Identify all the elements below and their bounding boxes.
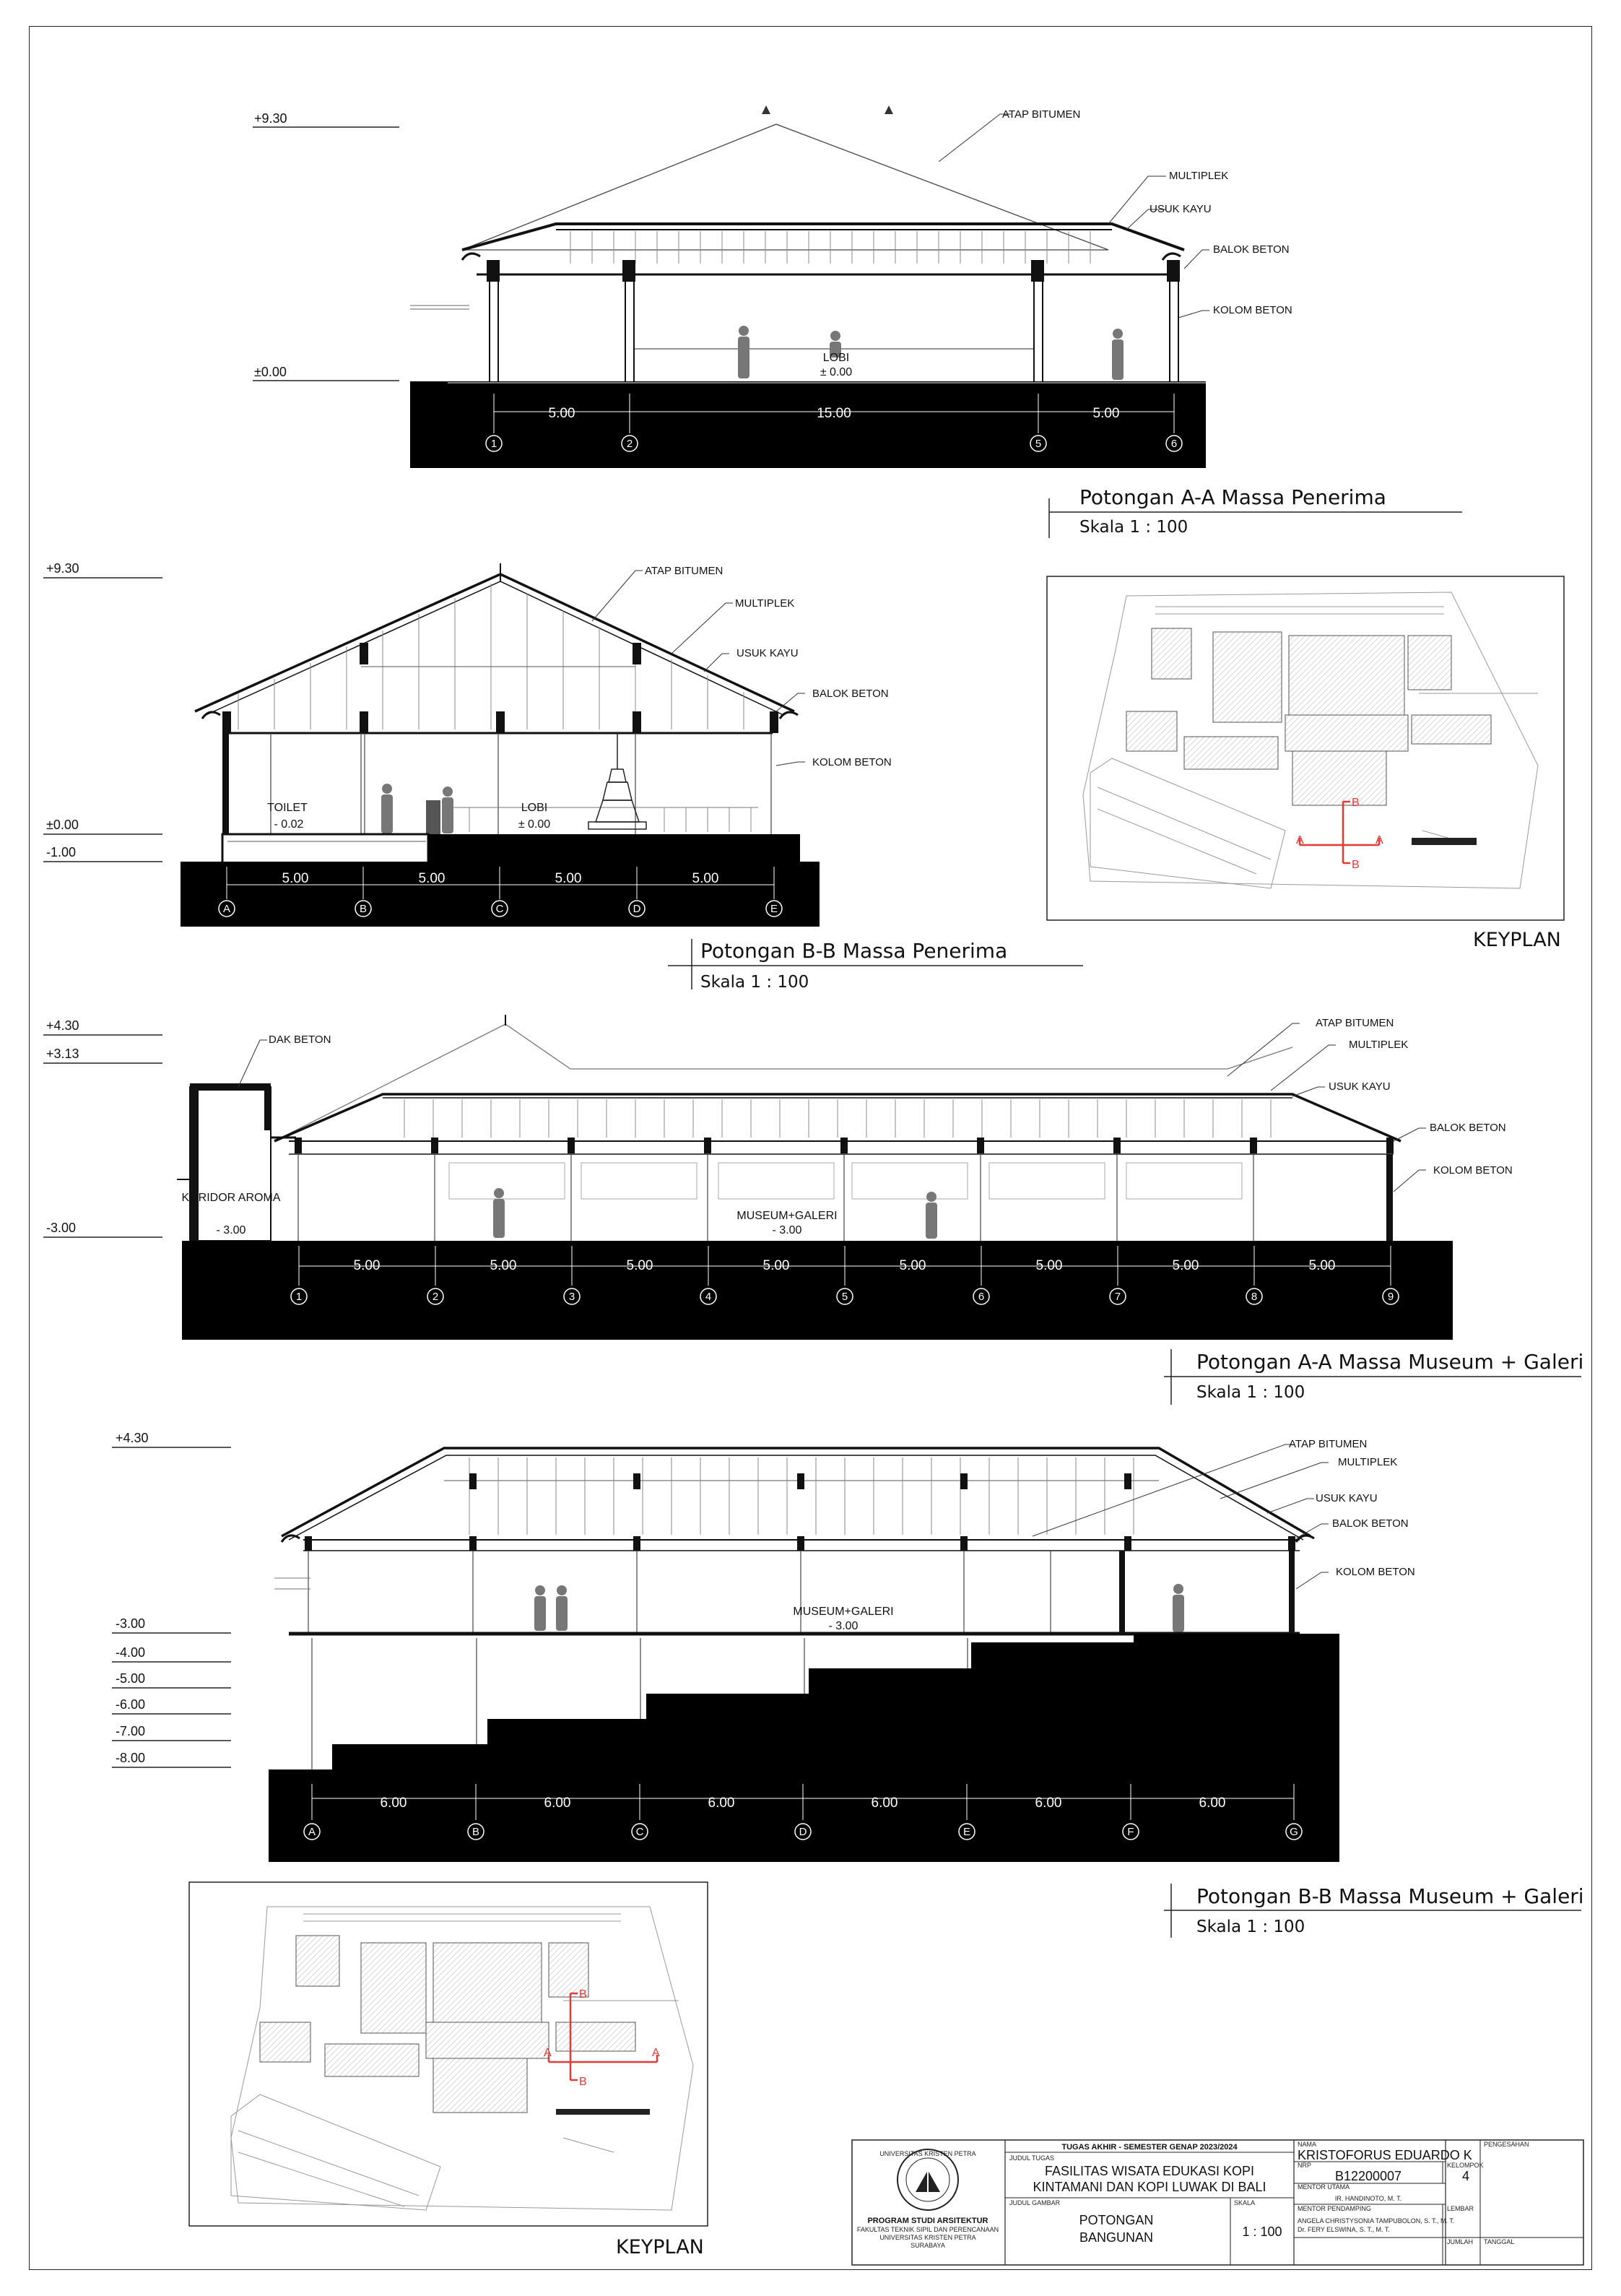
room-name: MUSEUM+GALERI [793,1606,894,1618]
dimension-label: 6.00 [708,1795,735,1811]
grid-label: D [633,903,641,915]
school-name: PROGRAM STUDI ARSITEKTUR [867,2217,988,2225]
dimension-label: 5.00 [1035,1258,1063,1273]
level-label: -5.00 [116,1671,146,1686]
grid-label: A [222,903,231,915]
grid-label: E [770,903,778,915]
annotation-label: BALOK BETON [1332,1517,1409,1530]
level-label: +4.30 [116,1431,149,1445]
level-label: -1.00 [46,845,77,859]
grid-label: 5 [841,1291,848,1303]
grid-label: 6 [1170,438,1178,450]
dimension-label: 5.00 [1172,1258,1199,1273]
grid-label: E [962,1826,971,1838]
dimension-label: 5.00 [555,871,582,886]
dimension-label: 5.00 [692,871,719,886]
nama-value: KRISTOFORUS EDUARDO K [1298,2148,1472,2162]
section-aa-museum [43,1015,1583,1405]
faculty-name: FAKULTAS TEKNIK SIPIL DAN PERENCANAAN [856,2226,999,2233]
keyplan-marker: A [1376,834,1383,846]
level-label: -7.00 [116,1724,146,1738]
mentor-utama-value: IR. HANDINOTO, M. T. [1334,2195,1402,2202]
annotation-label: ATAP BITUMEN [1289,1438,1368,1450]
room-name: TOILET [267,802,308,814]
dimension-label: 6.00 [380,1795,407,1811]
skala-value: 1 : 100 [1242,2224,1282,2239]
grid-label: 6 [978,1291,985,1303]
grid-label: B [359,903,368,915]
room-name: LOBI [521,802,548,814]
room-name: KORIDOR AROMA [181,1192,281,1204]
mentor-pendamping-2: Dr. FERY ELSWINA, S. T., M. T. [1298,2226,1390,2233]
room-level: - 3.00 [216,1224,246,1236]
dimension-label: 5.00 [418,871,446,886]
dimension-label: 5.00 [490,1258,517,1273]
jumlah-label: JUMLAH [1447,2238,1474,2245]
level-label: +9.30 [46,561,79,576]
grid-label: B [471,1826,480,1838]
dimension-label: 5.00 [1092,406,1120,421]
project-title-line1: FASILITAS WISATA EDUKASI KOPI [1044,2164,1255,2178]
city-name: SURABAYA [911,2242,945,2249]
annotation-label: ATAP BITUMEN [645,565,723,577]
grid-label: C [635,1826,644,1838]
annotation-label: BALOK BETON [1430,1122,1506,1134]
annotation-label: BALOK BETON [812,688,889,700]
room-name: LOBI [822,352,850,364]
room-level: ± 0.00 [518,818,551,831]
room-level: - 0.02 [274,818,304,831]
grid-label: 4 [705,1291,712,1303]
nama-label: NAMA [1298,2141,1317,2148]
dimension-label: 5.00 [282,871,309,886]
annotation-label: MULTIPLEK [735,597,795,610]
pengesahan-label: PENGESAHAN [1484,2141,1529,2148]
section-scale: Skala 1 : 100 [1079,518,1188,537]
grid-label: 1 [295,1291,303,1303]
grid-label: A [308,1826,316,1838]
annotation-label: DAK BETON [269,1034,331,1046]
grid-label: 7 [1114,1291,1121,1303]
annotation-label: KOLOM BETON [812,756,892,768]
level-label: +9.30 [254,111,287,126]
grid-label: 5 [1035,438,1042,450]
seal-text: UNIVERSITAS KRISTEN PETRA [879,2150,976,2157]
section-bb-museum [112,1431,1584,1938]
keyplan-title: KEYPLAN [616,2236,704,2258]
room-level: ± 0.00 [820,366,853,378]
keyplan-marker: B [579,1988,587,2001]
section-title: Potongan B-B Massa Museum + Galeri [1196,1884,1584,1908]
level-label: ±0.00 [46,818,79,832]
grid-label: F [1127,1826,1134,1838]
annotation-label: KOLOM BETON [1336,1566,1415,1578]
room-level: - 3.00 [772,1224,802,1236]
section-bb-penerima [43,561,1083,992]
annotation-label: MULTIPLEK [1169,170,1229,182]
dimension-label: 5.00 [762,1258,790,1273]
section-aa-penerima [253,105,1462,538]
kelompok-value: 4 [1461,2169,1470,2183]
annotation-label: ATAP BITUMEN [1002,108,1081,121]
level-label: -8.00 [116,1751,146,1765]
tanggal-label: TANGGAL [1484,2238,1515,2245]
annotation-label: ATAP BITUMEN [1316,1017,1394,1029]
grid-label: 8 [1251,1291,1258,1303]
kelompok-label: KELOMPOK [1447,2162,1484,2169]
room-level: - 3.00 [828,1620,859,1632]
judul-tugas-label: JUDUL TUGAS [1009,2154,1055,2162]
mentor-pendamping-label: MENTOR PENDAMPING [1298,2205,1371,2212]
section-scale: Skala 1 : 100 [1196,1383,1305,1402]
keyplan-marker: B [1352,797,1360,809]
keyplan-marker: B [1352,859,1360,871]
dimension-label: 6.00 [1199,1795,1226,1811]
grid-label: 1 [490,438,497,450]
dimension-label: 6.00 [1035,1795,1062,1811]
section-scale: Skala 1 : 100 [1196,1918,1305,1936]
grid-label: G [1290,1826,1298,1838]
grid-label: 3 [568,1291,575,1303]
drawing-title-line1: POTONGAN [1079,2213,1154,2227]
keyplan-marker: A [1296,834,1304,846]
drawing-title-line2: BANGUNAN [1079,2230,1154,2245]
grid-label: 2 [626,438,633,450]
section-title: Potongan A-A Massa Penerima [1079,485,1386,509]
level-label: ±0.00 [254,365,287,379]
dimension-label: 5.00 [626,1258,653,1273]
grid-label: 9 [1387,1291,1394,1303]
dimension-label: 5.00 [899,1258,926,1273]
mentor-utama-label: MENTOR UTAMA [1298,2183,1350,2191]
dimension-label: 5.00 [548,406,575,421]
level-label: -6.00 [116,1697,146,1712]
skala-label: SKALA [1234,2199,1256,2206]
judul-gambar-label: JUDUL GAMBAR [1009,2199,1061,2206]
level-label: -3.00 [46,1221,77,1235]
section-scale: Skala 1 : 100 [700,973,809,992]
grid-label: D [799,1826,807,1838]
annotation-label: USUK KAYU [1150,203,1212,215]
annotation-label: KOLOM BETON [1433,1164,1513,1177]
mentor-pendamping-1: ANGELA CHRISTYSONIA TAMPUBOLON, S. T., M. T. [1298,2217,1455,2224]
keyplan-bottom [189,1882,708,2258]
title-block-heading: TUGAS AKHIR - SEMESTER GENAP 2023/2024 [1061,2143,1238,2152]
annotation-label: BALOK BETON [1213,243,1290,256]
room-name: MUSEUM+GALERI [736,1210,838,1222]
annotation-label: KOLOM BETON [1213,304,1292,316]
nrp-value: B12200007 [1334,2169,1402,2183]
keyplan-marker: B [579,2076,587,2088]
grid-label: C [495,903,504,915]
nrp-label: NRP [1298,2162,1312,2169]
dimension-label: 5.00 [353,1258,381,1273]
section-title: Potongan B-B Massa Penerima [700,939,1008,963]
keyplan-title: KEYPLAN [1473,929,1561,951]
keyplan-top [1047,576,1564,951]
grid-label: 2 [432,1291,439,1303]
annotation-label: USUK KAYU [736,647,799,659]
section-title: Potongan A-A Massa Museum + Galeri [1196,1350,1584,1374]
annotation-label: MULTIPLEK [1338,1456,1398,1468]
title-block [852,2140,1583,2265]
dimension-label: 15.00 [817,406,851,421]
keyplan-marker: A [544,2047,552,2059]
project-title-line2: KINTAMANI DAN KOPI LUWAK DI BALI [1033,2180,1266,2194]
keyplan-marker: A [652,2047,660,2059]
annotation-label: MULTIPLEK [1349,1039,1409,1051]
university-name: UNIVERSITAS KRISTEN PETRA [879,2234,976,2241]
level-label: +4.30 [46,1018,79,1033]
dimension-label: 6.00 [871,1795,898,1811]
lembar-label: LEMBAR [1447,2205,1474,2212]
level-label: -4.00 [116,1645,146,1660]
dimension-label: 6.00 [544,1795,571,1811]
annotation-label: USUK KAYU [1329,1080,1391,1093]
level-label: -3.00 [116,1616,146,1631]
dimension-label: 5.00 [1308,1258,1336,1273]
annotation-label: USUK KAYU [1316,1492,1378,1504]
level-label: +3.13 [46,1047,79,1061]
